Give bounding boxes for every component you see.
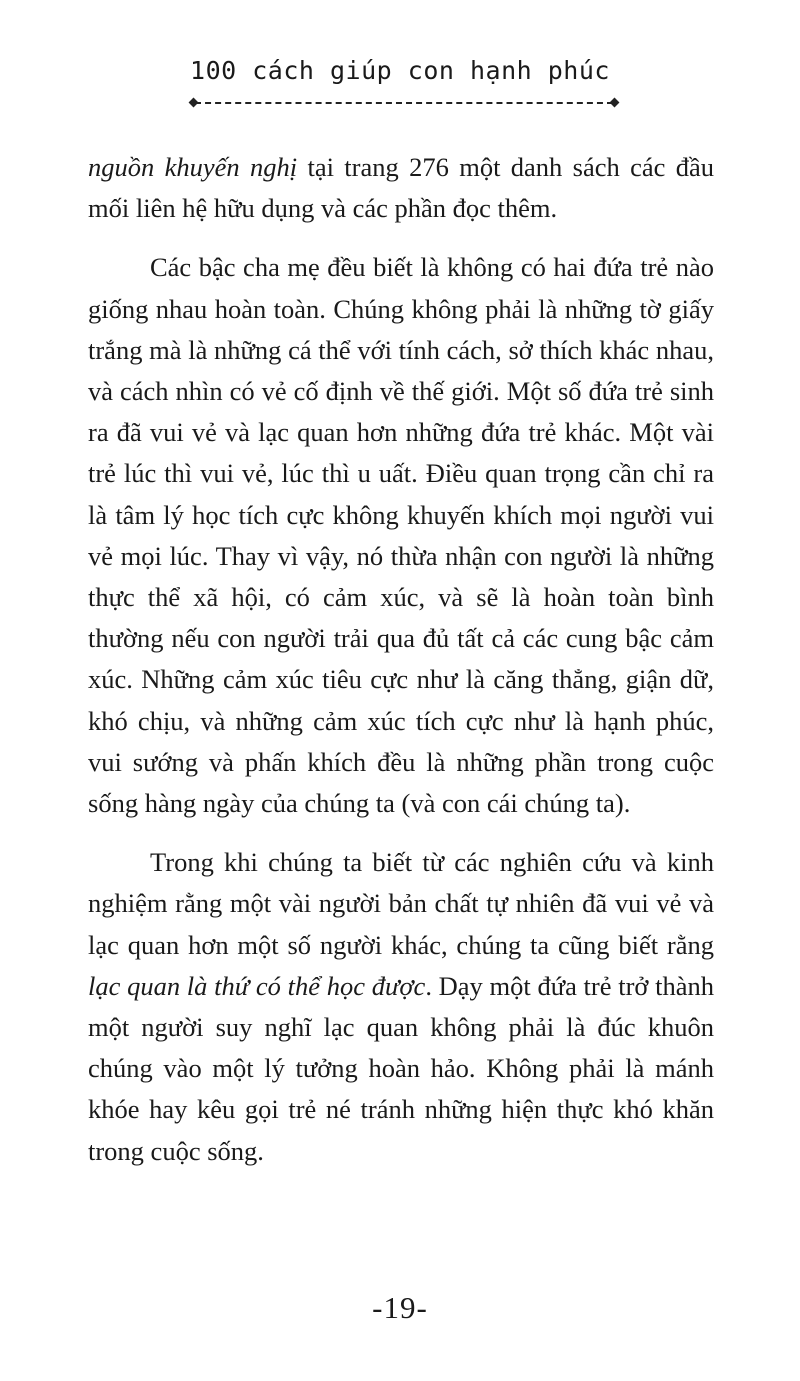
- paragraph-2: [88, 247, 714, 824]
- paragraph-1: [88, 147, 714, 229]
- rule-end-left-ornament: [189, 98, 199, 108]
- paragraph-1-italic: nguồn khuyến nghị: [88, 152, 298, 182]
- header-rule: [195, 102, 613, 104]
- page-number: -19-: [372, 1290, 428, 1325]
- body-text: [88, 147, 714, 1190]
- paragraph-2-text: Các bậc cha mẹ đều biết là không có hai đứa trẻ nào giống nhau hoàn toàn. Chúng không phải là những tờ giấy trắng mà là những cá thể với tính cách, sở thích khác nhau, và cách nhìn có vẻ cố định về thế giới. Một số đứa trẻ sinh ra đã vui vẻ và lạc quan hơn những đứa trẻ khác. Một vài trẻ lúc thì vui vẻ, lúc thì u uất. Điều quan trọng cần chỉ ra là tâm lý học tích cực không khuyến khích mọi người vui vẻ mọi lúc. Thay vì vậy, nó thừa nhận con người là những thực thể xã hội, có cảm xúc, và sẽ là hoàn toàn bình thường nếu con người trải qua đủ tất cả các cung bậc cảm xúc. Những cảm xúc tiêu cực như là căng thẳng, giận dữ, khó chịu, và những cảm xúc tích cực như là hạnh phúc, vui sướng và phấn khích đều là những phần trong cuộc sống hàng ngày của chúng ta (và con cái chúng ta).: [88, 252, 714, 819]
- paragraph-3: [88, 842, 714, 1172]
- paragraph-1-text: tại trang 276 một danh sách các đầu mối liên hệ hữu dụng và các phần đọc thêm.: [88, 152, 714, 224]
- running-header: 100 cách giúp con hạnh phúc: [190, 56, 610, 85]
- paragraph-3-text-before: Trong khi chúng ta biết từ các nghiên cứu và kinh nghiệm rằng một vài người bản chất tự nhiên đã vui vẻ và lạc quan hơn một số người khác, chúng ta cũng biết rằng: [88, 847, 714, 960]
- paragraph-3-italic: lạc quan là thứ có thể học được: [88, 970, 426, 1001]
- paragraph-3-text-after: . Dạy một đứa trẻ trở thành một người suy nghĩ lạc quan không phải là đúc khuôn chúng vào một lý tưởng hoàn hảo. Không phải là mánh khóe hay kêu gọi trẻ né tránh những hiện thực khó khăn trong cuộc sống.: [88, 970, 714, 1166]
- rule-end-right-ornament: [610, 98, 620, 108]
